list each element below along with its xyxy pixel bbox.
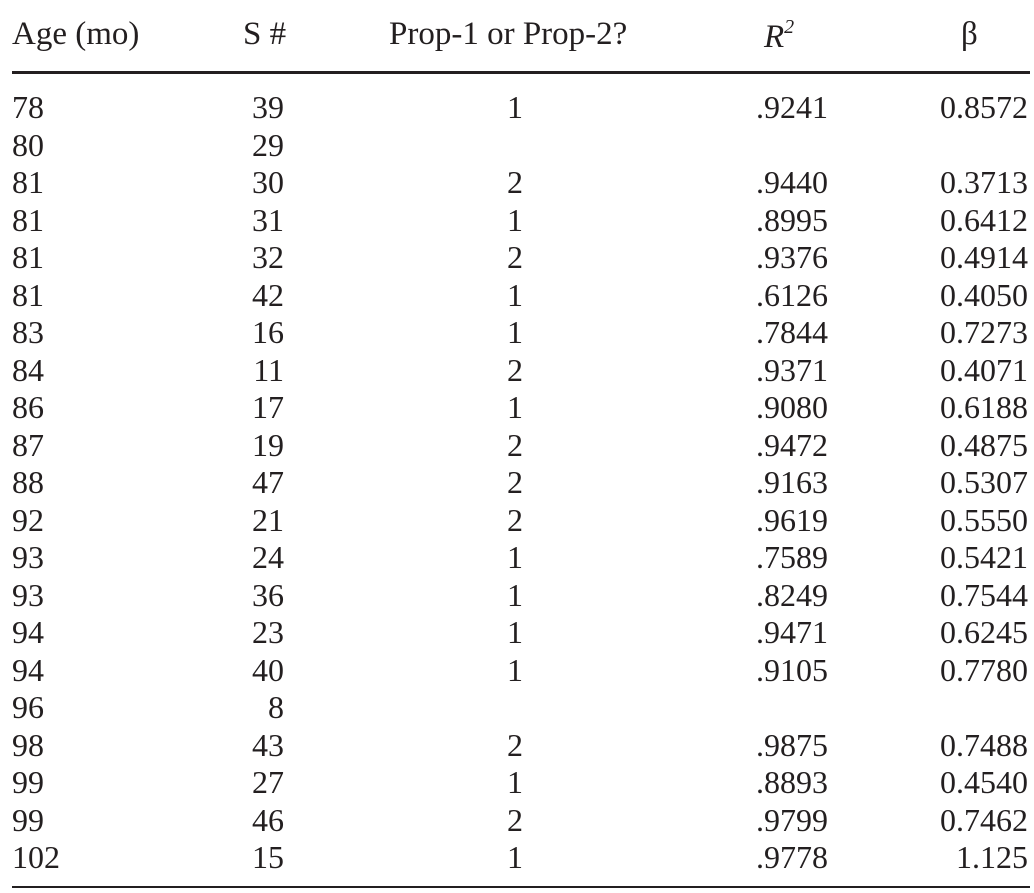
header-r-squared-base: R	[764, 19, 785, 55]
cell-beta: 0.4875	[940, 426, 1028, 463]
cell-r-squared: .8893	[756, 764, 828, 800]
cell-prop: 1	[507, 89, 523, 125]
header-beta: β	[961, 16, 978, 52]
cell-r-squared: .9376	[756, 239, 828, 275]
cell-prop: 2	[507, 164, 523, 200]
table-row	[0, 539, 1034, 577]
cell-r-squared: .7589	[756, 539, 828, 575]
cell-prop: 2	[507, 464, 523, 500]
cell-prop: 1	[507, 651, 523, 688]
cell-r-squared: .9472	[756, 426, 828, 463]
cell-subject-number: 16	[252, 314, 284, 350]
cell-r-squared: .9241	[756, 89, 828, 125]
cell-prop: 2	[507, 801, 523, 838]
table-row	[0, 89, 1034, 127]
cell-r-squared: .9875	[756, 726, 828, 763]
table-row	[0, 652, 1034, 690]
cell-subject-number: 29	[252, 126, 284, 163]
cell-age: 94	[12, 651, 44, 688]
cell-subject-number: 23	[252, 614, 284, 650]
cell-age: 84	[12, 351, 44, 388]
cell-subject-number: 32	[252, 239, 284, 275]
cell-age: 87	[12, 426, 44, 463]
table-row	[0, 802, 1034, 840]
cell-age: 99	[12, 764, 44, 800]
cell-age: 81	[12, 239, 44, 275]
cell-r-squared: .9619	[756, 501, 828, 538]
cell-beta: 0.7544	[940, 576, 1028, 613]
cell-beta: 0.4071	[940, 351, 1028, 388]
table-row	[0, 127, 1034, 165]
cell-age: 99	[12, 801, 44, 838]
cell-beta: 0.5307	[940, 464, 1028, 500]
table-row	[0, 389, 1034, 427]
cell-age: 86	[12, 389, 44, 425]
cell-beta: 0.3713	[940, 164, 1028, 200]
cell-subject-number: 19	[252, 426, 284, 463]
cell-beta: 0.4050	[940, 276, 1028, 313]
bottom-rule	[12, 886, 1030, 888]
cell-age: 93	[12, 576, 44, 613]
cell-beta: 0.7780	[940, 651, 1028, 688]
table-row	[0, 164, 1034, 202]
cell-prop: 1	[507, 276, 523, 313]
cell-prop: 2	[507, 239, 523, 275]
cell-subject-number: 11	[253, 351, 284, 388]
cell-beta: 0.7488	[940, 726, 1028, 763]
table-row	[0, 614, 1034, 652]
cell-prop: 1	[507, 539, 523, 575]
cell-age: 94	[12, 614, 44, 650]
cell-subject-number: 15	[252, 839, 284, 875]
cell-prop: 1	[507, 201, 523, 238]
cell-beta: 0.6188	[940, 389, 1028, 425]
cell-subject-number: 36	[252, 576, 284, 613]
cell-subject-number: 27	[252, 764, 284, 800]
cell-beta: 0.5421	[940, 539, 1028, 575]
cell-r-squared: .9105	[756, 651, 828, 688]
cell-beta: 0.4540	[940, 764, 1028, 800]
cell-subject-number: 8	[268, 689, 284, 725]
cell-beta: 0.7273	[940, 314, 1028, 350]
cell-beta: 0.7462	[940, 801, 1028, 838]
cell-subject-number: 24	[252, 539, 284, 575]
cell-beta: 0.8572	[940, 89, 1028, 125]
cell-age: 98	[12, 726, 44, 763]
header-prop: Prop-1 or Prop-2?	[389, 16, 628, 52]
cell-age: 93	[12, 539, 44, 575]
cell-prop: 1	[507, 614, 523, 650]
cell-age: 81	[12, 164, 44, 200]
cell-age: 80	[12, 126, 44, 163]
cell-beta: 0.5550	[940, 501, 1028, 538]
table-row	[0, 239, 1034, 277]
cell-prop: 2	[507, 426, 523, 463]
header-age: Age (mo)	[12, 16, 140, 52]
table-row	[0, 727, 1034, 765]
cell-prop: 1	[507, 389, 523, 425]
table-row	[0, 427, 1034, 465]
cell-subject-number: 30	[252, 164, 284, 200]
cell-age: 83	[12, 314, 44, 350]
cell-prop: 1	[507, 314, 523, 350]
table-row	[0, 839, 1034, 877]
cell-r-squared: .9163	[756, 464, 828, 500]
cell-subject-number: 46	[252, 801, 284, 838]
cell-r-squared: .9440	[756, 164, 828, 200]
cell-age: 88	[12, 464, 44, 500]
cell-prop: 2	[507, 351, 523, 388]
cell-age: 92	[12, 501, 44, 538]
cell-subject-number: 43	[252, 726, 284, 763]
cell-r-squared: .8995	[756, 201, 828, 238]
table-row	[0, 277, 1034, 315]
cell-r-squared: .9471	[756, 614, 828, 650]
table-row	[0, 502, 1034, 540]
header-subject-number: S #	[243, 16, 287, 52]
table-header-row	[0, 16, 1034, 60]
table-row	[0, 689, 1034, 727]
header-rule	[12, 71, 1030, 74]
cell-age: 78	[12, 89, 44, 125]
cell-prop: 1	[507, 576, 523, 613]
cell-beta: 0.4914	[940, 239, 1028, 275]
table-row	[0, 577, 1034, 615]
table-row	[0, 202, 1034, 240]
cell-age: 81	[12, 201, 44, 238]
cell-r-squared: .7844	[756, 314, 828, 350]
cell-subject-number: 47	[252, 464, 284, 500]
cell-r-squared: .9799	[756, 801, 828, 838]
cell-subject-number: 40	[252, 651, 284, 688]
cell-subject-number: 17	[252, 389, 284, 425]
cell-beta: 1.125	[956, 839, 1028, 875]
cell-r-squared: .9080	[756, 389, 828, 425]
cell-prop: 1	[507, 839, 523, 875]
cell-age: 81	[12, 276, 44, 313]
header-r-squared	[764, 16, 794, 56]
cell-r-squared: .8249	[756, 576, 828, 613]
cell-subject-number: 42	[252, 276, 284, 313]
cell-prop: 2	[507, 501, 523, 538]
cell-age: 102	[12, 839, 60, 875]
cell-age: 96	[12, 689, 44, 725]
cell-prop: 1	[507, 764, 523, 800]
cell-r-squared: .9371	[756, 351, 828, 388]
header-r-squared-exponent: 2	[784, 16, 795, 38]
cell-r-squared: .6126	[756, 276, 828, 313]
cell-subject-number: 21	[252, 501, 284, 538]
table-row	[0, 314, 1034, 352]
cell-subject-number: 31	[252, 201, 284, 238]
cell-prop: 2	[507, 726, 523, 763]
cell-beta: 0.6245	[940, 614, 1028, 650]
table-row	[0, 352, 1034, 390]
table-row	[0, 764, 1034, 802]
cell-subject-number: 39	[252, 89, 284, 125]
table-row	[0, 464, 1034, 502]
cell-r-squared: .9778	[756, 839, 828, 875]
cell-beta: 0.6412	[940, 201, 1028, 238]
